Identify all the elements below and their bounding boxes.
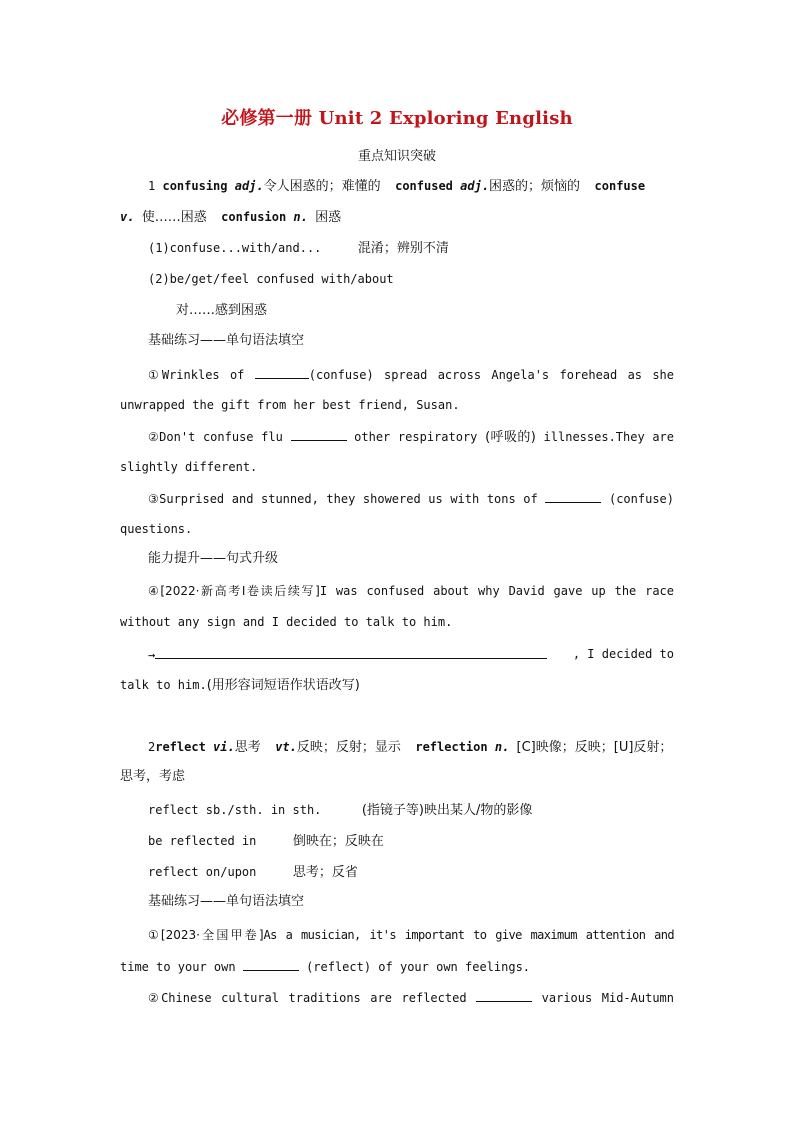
exercise-text: (confuse) [608,492,675,506]
pos-label: n. [293,210,308,224]
phrase-line [148,864,674,881]
answer-blank[interactable] [255,366,309,379]
word-meaning: 使……困惑 [141,210,207,225]
phrase-line [148,833,674,850]
pos-label: adj. [460,179,490,193]
word-meaning: 反映；反射；显示 [296,740,401,755]
exercise-text: illnesses.They are [543,430,675,444]
pos-label: v. [120,210,135,224]
exercise-text: time to your own [120,960,236,974]
exercise-text: , I decided to [572,647,674,661]
word-reflect: reflect [155,740,206,754]
exercise-text: talk to him. [120,678,207,692]
section-heading: 能力提升——句式升级 [148,551,279,566]
exercise-text: ②Don't confuse flu [148,430,283,444]
pos-label: adj. [234,179,264,193]
exercise-line [120,397,674,413]
exercise-gloss: (呼吸的) [485,430,536,445]
exercise-text: ③Surprised and stunned, they showered us with tons of [148,492,538,506]
page-title: 必修第一册 Unit 2 Exploring English [221,108,573,129]
phrase-text: reflect sb./sth. in sth. [148,803,322,817]
answer-blank[interactable] [155,646,547,659]
phrase-line [148,240,674,257]
word-meaning: 困惑的；烦恼的 [489,179,581,194]
phrase-line [148,271,674,287]
arrow-icon: → [148,648,156,662]
phrase-text: be reflected in [148,834,257,848]
word-confusing: confusing [162,179,228,193]
exercise-line [148,490,674,507]
exercise-source: ①[2023·全国甲卷] [148,928,264,942]
exercise-text: ②Chinese cultural traditions are reflected [148,991,467,1005]
exercise-text: ①Wrinkles of [148,368,245,382]
word-meaning: 困惑 [315,210,342,225]
exercise-text: questions. [120,522,193,536]
exercise-line [120,958,674,975]
exercise-text: slightly different. [120,460,258,474]
section-heading: 基础练习——单句语法填空 [148,333,305,348]
item-number: 2 [148,740,156,754]
exercise-line [148,646,674,663]
exercise-line [120,521,674,537]
word-meaning: 思考 [234,740,261,755]
exercise-text: other respiratory [354,430,478,444]
phrase-meaning: 倒映在；反映在 [292,834,384,849]
word-reflection: reflection [415,740,488,754]
answer-blank[interactable] [545,490,601,503]
exercise-text: (reflect) of your own feelings. [306,960,531,974]
exercise-line [148,366,674,383]
exercise-text: without any sign and I decided to talk to him. [120,615,453,629]
vocab-line-reflect-cont: 思考，考虑 [120,769,186,784]
exercise-text: various Mid-Autumn [541,991,674,1005]
phrase-meaning: 思考；反省 [292,865,358,880]
exercise-line [120,614,674,630]
phrase-meaning: 混淆；辨别不清 [357,241,449,256]
exercise-text: unwrapped the gift from her best friend, Susan. [120,398,460,412]
phrase-line [176,302,674,319]
word-confused: confused [395,179,453,193]
word-meaning: 令人困惑的；难懂的 [263,179,381,194]
vocab-line-confuse [148,178,674,195]
pos-label: n. [494,740,510,754]
phrase-meaning: 对……感到困惑 [176,303,268,318]
pos-label: vi. [213,740,235,754]
exercise-text: As a musician, it's important to give maximum attention and [263,928,674,942]
exercise-line [148,989,674,1006]
phrase-meaning: (指镜子等)映出某人/物的影像 [361,803,533,818]
exercise-line [148,583,674,599]
page-subtitle: 重点知识突破 [357,149,436,164]
exercise-line [148,428,674,446]
exercise-line [120,459,674,475]
answer-blank[interactable] [476,989,532,1002]
phrase-text: (1)confuse...with/and... [148,241,322,255]
exercise-line [120,677,674,694]
section-heading: 基础练习——单句语法填空 [148,894,305,909]
exercise-instruction: (用形容词短语作状语改写) [206,678,360,693]
answer-blank[interactable] [243,958,299,971]
phrase-text: reflect on/upon [148,865,257,879]
vocab-line-reflect [148,739,674,756]
answer-blank[interactable] [291,428,347,441]
exercise-source: ④[2022·新高考Ⅰ卷读后续写] [148,584,320,598]
exercise-line [148,927,674,943]
exercise-text: (confuse) spread across Angela's forehead as she [308,368,674,382]
item-number: 1 [148,179,156,193]
pos-label: vt. [275,740,297,754]
phrase-text: (2)be/get/feel confused with/about [148,272,394,286]
word-confusion: confusion [221,210,287,224]
word-meaning: [C]映像；反映；[U]反射； [516,740,673,755]
word-confuse: confuse [594,179,646,193]
vocab-line-confuse-cont [120,209,674,226]
phrase-line [148,802,674,819]
exercise-text: I was confused about why David gave up the race [319,584,675,598]
